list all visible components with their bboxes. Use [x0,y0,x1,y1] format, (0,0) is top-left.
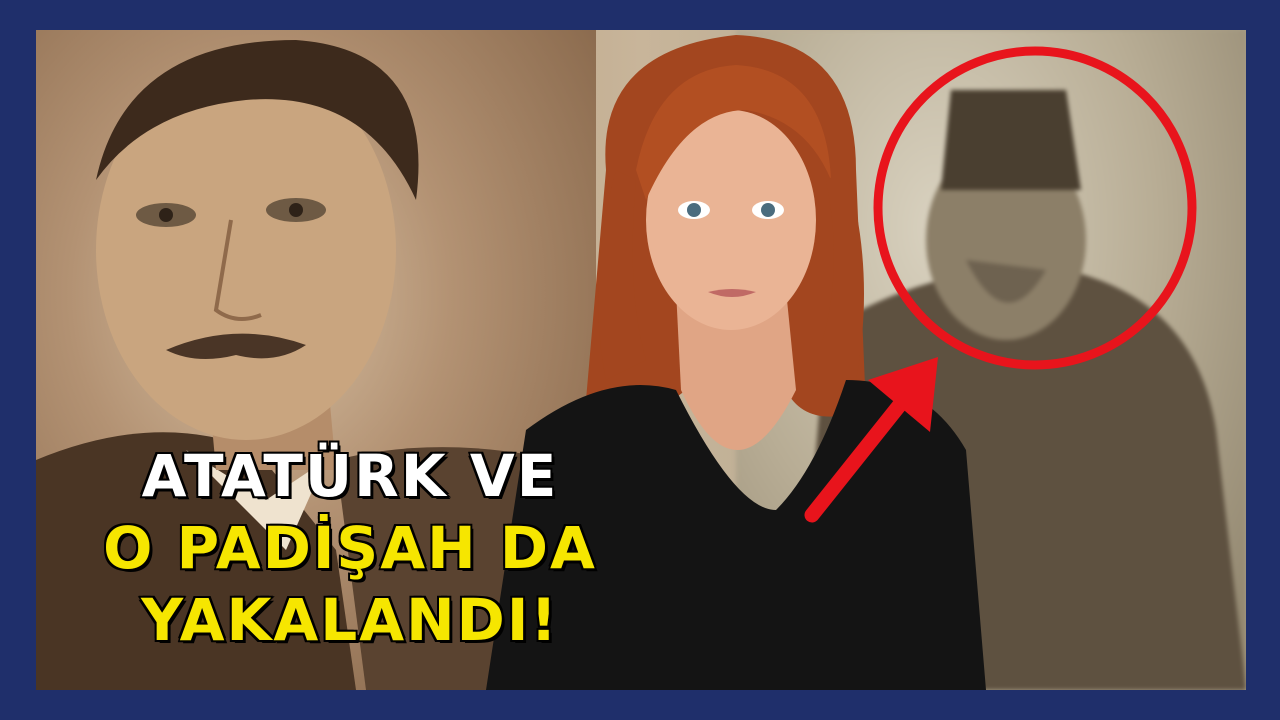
headline-line-1: ATATÜRK VE [141,442,559,510]
headline-line-2: O PADİŞAH DA [103,514,597,582]
headline-line-3: YAKALANDI! [141,586,559,654]
headline [40,440,660,656]
